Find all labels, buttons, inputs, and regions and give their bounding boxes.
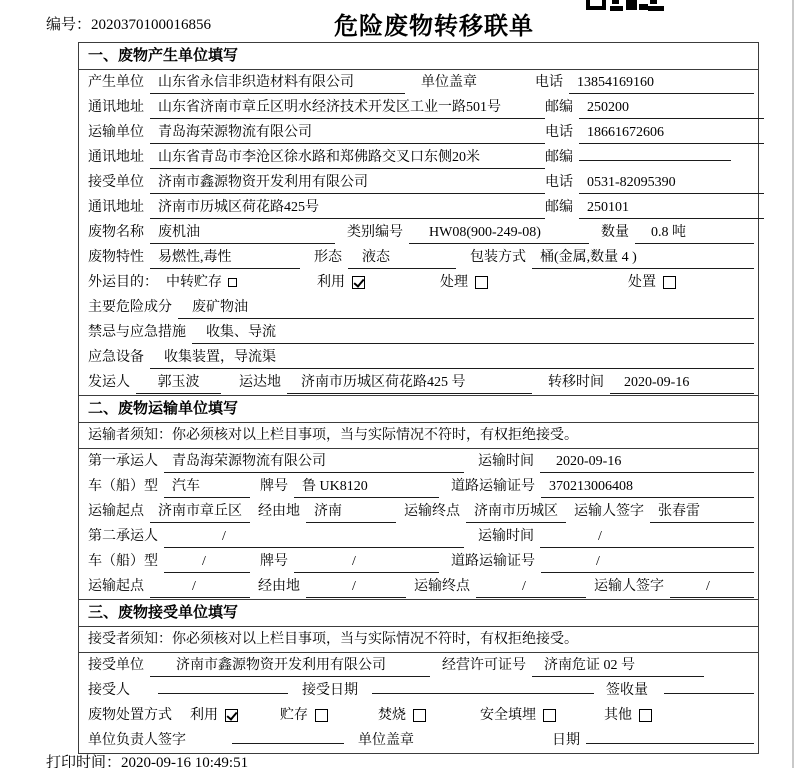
origin-value: 济南市章丘区 xyxy=(150,501,250,523)
page-title: 危险废物转移联单 xyxy=(334,13,534,40)
waste-name-label: 废物名称 xyxy=(88,225,144,240)
purpose-option-treat xyxy=(440,272,488,293)
phone-value: 0531-82095390 xyxy=(579,172,764,194)
doc-number-value: 2020370100016856 xyxy=(91,17,212,33)
quantity-value: 0.8 吨 xyxy=(635,222,754,244)
transport-unit-value: 青岛海荣源物流有限公司 xyxy=(150,122,545,144)
category-label: 类别编号 xyxy=(347,225,403,240)
endpoint-value: 济南市历城区 xyxy=(466,501,566,523)
signed-amount-label: 签收量 xyxy=(606,683,648,698)
address-value: 济南市历城区荷花路425号 xyxy=(150,197,545,219)
field-row-emergency-equipment xyxy=(79,345,758,370)
plate-value: 鲁 UK8120 xyxy=(294,476,439,498)
field-row-route-1 xyxy=(79,499,758,524)
waste-name-value: 废机油 xyxy=(150,222,335,244)
produce-unit-value: 山东省永信非织造材料有限公司 xyxy=(150,72,405,94)
field-row-receiver-address xyxy=(79,195,758,220)
transporter-sign-label: 运输人签字 xyxy=(574,504,644,519)
destination-label: 运达地 xyxy=(239,375,281,390)
equipment-value: 收集装置，导流渠 xyxy=(150,347,754,369)
transfer-time-label: 转移时间 xyxy=(548,375,604,390)
checkbox-label: 处理 xyxy=(440,275,468,290)
phone-label: 电话 xyxy=(545,175,573,190)
zip-label: 邮编 xyxy=(545,150,573,165)
transporter-sign-label: 运输人签字 xyxy=(594,579,664,594)
address-label: 通讯地址 xyxy=(88,200,144,215)
section-producer xyxy=(79,43,758,395)
transporter-notice: 运输者须知：你必须核对以上栏目事项，当与实际情况不符时，有权拒绝接受。 xyxy=(79,423,758,449)
section-producer-title: 一、废物产生单位填写 xyxy=(79,43,758,70)
page-edge-line xyxy=(792,0,794,768)
disposal-method-label: 废物处置方式 xyxy=(88,708,172,723)
field-row-waste-character xyxy=(79,245,758,270)
hazard-label: 主要危险成分 xyxy=(88,300,172,315)
field-row-producer-address xyxy=(79,95,758,120)
taboo-value: 收集、导流 xyxy=(192,322,754,344)
checkbox-label: 焚烧 xyxy=(378,708,406,723)
transport-unit-label: 运输单位 xyxy=(88,125,144,140)
signed-amount-value xyxy=(664,693,754,694)
receive-unit-value: 济南市鑫源物资开发利用有限公司 xyxy=(150,655,430,677)
first-carrier-label: 第一承运人 xyxy=(88,454,158,469)
road-license-value: 370213006408 xyxy=(541,476,754,498)
checkbox-label: 安全填埋 xyxy=(480,708,536,723)
transporter-sign-value: 张春雷 xyxy=(650,501,754,523)
field-row-receiver-person xyxy=(79,678,758,703)
receive-date-label: 接受日期 xyxy=(302,683,358,698)
section-receiver xyxy=(79,599,758,753)
field-row-first-carrier xyxy=(79,449,758,474)
license-label: 经营许可证号 xyxy=(442,658,526,673)
zip-value: 250101 xyxy=(579,197,764,219)
endpoint-label: 运输终点 xyxy=(404,504,460,519)
phone-label: 电话 xyxy=(545,125,573,140)
receive-unit-label: 接受单位 xyxy=(88,658,144,673)
date-value xyxy=(586,743,754,744)
address-value: 山东省济南市章丘区明水经济技术开发区工业一路501号 xyxy=(150,97,545,119)
disposal-option-other xyxy=(604,705,652,726)
disposal-option-landfill xyxy=(480,705,556,726)
purpose-label: 外运目的： xyxy=(88,275,158,290)
receiver-value xyxy=(158,693,288,694)
field-row-shipper xyxy=(79,370,758,395)
origin-value: / xyxy=(150,576,250,598)
checkbox-icon xyxy=(352,276,365,289)
field-row-waste-name xyxy=(79,220,758,245)
checkbox-icon xyxy=(315,709,328,722)
address-label: 通讯地址 xyxy=(88,150,144,165)
manager-sign-value xyxy=(232,743,344,744)
checkbox-label: 处置 xyxy=(628,275,656,290)
equipment-label: 应急设备 xyxy=(88,350,144,365)
receive-unit-label: 接受单位 xyxy=(88,175,144,190)
road-license-label: 道路运输证号 xyxy=(451,479,535,494)
category-value: HW08(900-249-08) xyxy=(409,222,589,244)
checkbox-icon xyxy=(225,709,238,722)
checkbox-icon xyxy=(639,709,652,722)
waste-character-label: 废物特性 xyxy=(88,250,144,265)
field-row-produce-unit xyxy=(79,70,758,95)
unit-seal-label: 单位盖章 xyxy=(358,733,414,748)
qr-code-icon xyxy=(586,0,664,11)
package-label: 包装方式 xyxy=(470,250,526,265)
license-value: 济南危证 02 号 xyxy=(532,655,704,677)
print-time-label: 打印时间： xyxy=(46,755,122,768)
endpoint-value: / xyxy=(476,576,586,598)
second-carrier-label: 第二承运人 xyxy=(88,529,158,544)
transporter-sign-value: / xyxy=(670,576,754,598)
address-value: 山东省青岛市李沧区徐水路和郑佛路交叉口东侧20米 xyxy=(150,147,545,169)
purpose-option-transfer-storage xyxy=(166,272,237,293)
phone-label: 电话 xyxy=(535,75,563,90)
vehicle-type-value: 汽车 xyxy=(164,476,250,498)
plate-label: 牌号 xyxy=(260,554,288,569)
receiver-label: 接受人 xyxy=(88,683,130,698)
field-row-receive-unit xyxy=(79,170,758,195)
transfer-time-value: 2020-09-16 xyxy=(610,372,754,394)
field-row-receive-unit xyxy=(79,653,758,678)
purpose-option-utilize xyxy=(317,272,365,293)
checkbox-icon xyxy=(413,709,426,722)
field-row-route-2 xyxy=(79,574,758,599)
field-row-hazard-components xyxy=(79,295,758,320)
phone-value: 13854169160 xyxy=(569,72,754,94)
print-time-value: 2020-09-16 10:49:51 xyxy=(121,755,249,768)
shipper-value: 郭玉波 xyxy=(136,372,221,394)
checkbox-icon xyxy=(663,276,676,289)
disposal-option-store xyxy=(280,705,328,726)
taboo-label: 禁忌与应急措施 xyxy=(88,325,186,340)
manager-sign-label: 单位负责人签字 xyxy=(88,733,186,748)
zip-label: 邮编 xyxy=(545,100,573,115)
address-label: 通讯地址 xyxy=(88,100,144,115)
field-row-vehicle-1 xyxy=(79,474,758,499)
field-row-transport-purpose xyxy=(79,270,758,295)
print-time xyxy=(46,751,248,768)
section-receiver-title: 三、废物接受单位填写 xyxy=(79,600,758,627)
origin-label: 运输起点 xyxy=(88,504,144,519)
checkbox-label: 其他 xyxy=(604,708,632,723)
waste-character-value: 易燃性,毒性 xyxy=(150,247,300,269)
checkbox-label: 贮存 xyxy=(280,708,308,723)
disposal-option-utilize xyxy=(190,705,238,726)
checkbox-label: 利用 xyxy=(190,708,218,723)
road-license-value: / xyxy=(541,551,754,573)
zip-label: 邮编 xyxy=(545,200,573,215)
transport-time-label: 运输时间 xyxy=(478,529,534,544)
field-row-transport-unit xyxy=(79,120,758,145)
field-row-taboo-measures xyxy=(79,320,758,345)
checkbox-label: 中转贮存 xyxy=(166,275,222,290)
zip-value xyxy=(579,160,731,161)
via-value: 济南 xyxy=(306,501,396,523)
field-row-disposal-method xyxy=(79,703,758,728)
transport-time-value: / xyxy=(540,526,754,548)
receive-date-value xyxy=(372,693,594,694)
package-value: 桶(金属,数量 4 ) xyxy=(532,247,754,269)
zip-value: 250200 xyxy=(579,97,764,119)
vehicle-type-label: 车（船）型 xyxy=(88,554,158,569)
doc-number-label: 编号： xyxy=(46,17,92,33)
second-carrier-value: / xyxy=(164,526,464,548)
phone-value: 18661672606 xyxy=(579,122,764,144)
form-label: 形态 xyxy=(314,250,342,265)
date-label: 日期 xyxy=(552,733,580,748)
receiver-notice: 接受者须知：你必须核对以上栏目事项，当与实际情况不符时，有权拒绝接受。 xyxy=(79,627,758,653)
checkbox-icon xyxy=(475,276,488,289)
checkbox-label: 利用 xyxy=(317,275,345,290)
manifest-table xyxy=(78,42,759,754)
plate-label: 牌号 xyxy=(260,479,288,494)
hazard-value: 废矿物油 xyxy=(178,297,754,319)
via-value: / xyxy=(306,576,406,598)
section-transporter xyxy=(79,395,758,599)
unit-seal-label: 单位盖章 xyxy=(421,75,477,90)
form-value: 液态 xyxy=(348,247,456,269)
produce-unit-label: 产生单位 xyxy=(88,75,144,90)
field-row-second-carrier xyxy=(79,524,758,549)
plate-value: / xyxy=(294,551,439,573)
checkbox-icon xyxy=(543,709,556,722)
field-row-vehicle-2 xyxy=(79,549,758,574)
field-row-manager-sign xyxy=(79,728,758,753)
via-label: 经由地 xyxy=(258,504,300,519)
origin-label: 运输起点 xyxy=(88,579,144,594)
purpose-option-dispose xyxy=(628,272,676,293)
receive-unit-value: 济南市鑫源物资开发利用有限公司 xyxy=(150,172,545,194)
quantity-label: 数量 xyxy=(601,225,629,240)
vehicle-type-label: 车（船）型 xyxy=(88,479,158,494)
checkbox-icon xyxy=(228,278,237,287)
shipper-label: 发运人 xyxy=(88,375,130,390)
first-carrier-value: 青岛海荣源物流有限公司 xyxy=(164,451,464,473)
field-row-transporter-address xyxy=(79,145,758,170)
vehicle-type-value: / xyxy=(164,551,250,573)
via-label: 经由地 xyxy=(258,579,300,594)
section-transporter-title: 二、废物运输单位填写 xyxy=(79,396,758,423)
road-license-label: 道路运输证号 xyxy=(451,554,535,569)
destination-value: 济南市历城区荷花路425 号 xyxy=(287,372,532,394)
transport-time-label: 运输时间 xyxy=(478,454,534,469)
transport-time-value: 2020-09-16 xyxy=(540,451,754,473)
disposal-option-incinerate xyxy=(378,705,426,726)
endpoint-label: 运输终点 xyxy=(414,579,470,594)
